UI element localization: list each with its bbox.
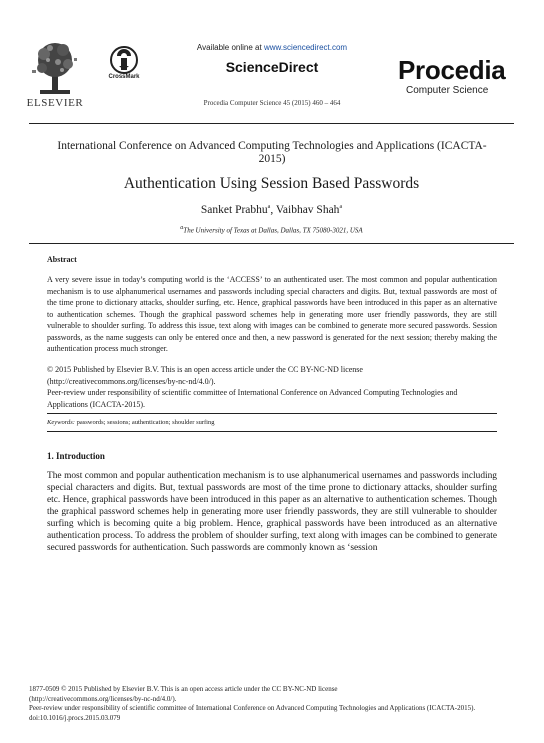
affiliation xyxy=(29,225,514,234)
page-footer xyxy=(29,685,519,723)
author-separator: , xyxy=(270,204,276,216)
footer-license-link[interactable]: (http://creativecommons.org/licenses/by-nc-nd/4.0/). xyxy=(29,694,177,703)
procedia-logo xyxy=(398,56,510,97)
procedia-title: Procedia xyxy=(398,55,506,85)
abstract-heading: Abstract xyxy=(47,255,77,264)
sciencedirect-wordmark: ScienceDirect xyxy=(225,59,319,75)
footer-peer-review: Peer-review under responsibility of scientific committee of International Conference on Advanced Computing Technologies and Applications (ICACTA-2015). xyxy=(29,704,476,712)
author-name: Vaibhav Shah xyxy=(275,204,340,216)
keywords-divider-top xyxy=(47,413,497,414)
footer-issn-line: 1877-0509 © 2015 Published by Elsevier B.V. This is an open access article under the CC BY-NC-ND license xyxy=(29,685,338,693)
procedia-subtitle: Computer Science xyxy=(406,85,489,96)
crossmark-logo[interactable] xyxy=(106,46,142,84)
keywords-text: passwords; sessions; authentication; shoulder surfing xyxy=(76,419,215,426)
crossmark-label: CrossMark xyxy=(108,74,140,80)
affiliation-mark: a xyxy=(180,225,184,231)
author-name: Sanket Prabhu xyxy=(200,204,268,216)
affiliation-text: The University of Texas at Dallas, Dallas, TX 75080-3021, USA xyxy=(183,226,363,235)
elsevier-logo xyxy=(22,40,88,110)
section-body: The most common and popular authentication mechanism is to use alphanumerical usernames and passwords including special characters and digits. But, textual passwords are most of the time prone to dictionary attacks, shoulder surfing etc. Hence, graphical passwords have been introduced in this paper as an alternative to authentication schemes. Though the graphical password schemes help in generating more user friendly passwords, they are still vulnerable to shoulder surfing which is becoming quite a big problem. Hence, graphical passwords have been introduced as an alternative authentication process. To address the problem of shoulder surfing, text along with images can be combined to generate secured passwords for authentication. Such passwords are commonly known as ‘session xyxy=(47,471,497,553)
header-divider xyxy=(29,123,514,124)
journal-reference: Procedia Computer Science 45 (2015) 460 – 464 xyxy=(203,99,341,107)
elsevier-wordmark: ELSEVIER xyxy=(26,97,84,109)
paper-title: Authentication Using Session Based Passwords xyxy=(123,175,420,192)
section-heading: 1. Introduction xyxy=(47,451,105,461)
author-list xyxy=(29,204,514,216)
available-online-line xyxy=(140,43,404,52)
copyright-line: © 2015 Published by Elsevier B.V. This is an open access article under the CC BY-NC-ND license xyxy=(47,365,363,374)
sciencedirect-url[interactable]: www.sciencedirect.com xyxy=(263,43,348,52)
abstract-divider xyxy=(29,243,514,244)
author-affiliation-mark: a xyxy=(339,204,343,211)
copyright-notice xyxy=(47,364,497,410)
footer-doi[interactable]: doi:10.1016/j.procs.2015.03.079 xyxy=(29,713,121,722)
available-prefix: Available online at xyxy=(196,43,264,52)
author-affiliation-mark: a xyxy=(267,204,271,211)
keywords-label: Keywords: xyxy=(47,419,75,426)
keywords-divider-bottom xyxy=(47,431,497,432)
conference-name: International Conference on Advanced Computing Technologies and Applications (ICACTA-2015) xyxy=(57,140,487,165)
keywords-line xyxy=(47,419,497,426)
abstract-body: A very severe issue in today’s computing world is the ‘ACCESS’ to an authenticated user. The most common and popular authentication mechanism is to use alphanumerical usernames and passwords including special characters and digits. But, textual passwords are most of the time prone to dictionary attacks, shoulder surfing, etc. Hence, graphical passwords have been introduced in this paper as an alternative to authentication schemes. Though the graphical password schemes help in generating more user friendly passwords, they are still vulnerable to shoulder surfing. To address this issue, text along with images can be combined to generate more secured passwords. Session passwords, as the name suggests can only be entered once and then, a new password is generated for the next session; thereby making the authentication process much stronger. xyxy=(47,275,497,353)
license-link[interactable]: (http://creativecommons.org/licenses/by-nc-nd/4.0/). xyxy=(47,376,216,386)
peer-review-statement: Peer-review under responsibility of scientific committee of International Conference on Advanced Computing Technologies and Applications (ICACTA-2015). xyxy=(47,388,458,409)
elsevier-tree-icon xyxy=(30,40,80,96)
crossmark-icon xyxy=(110,46,138,74)
